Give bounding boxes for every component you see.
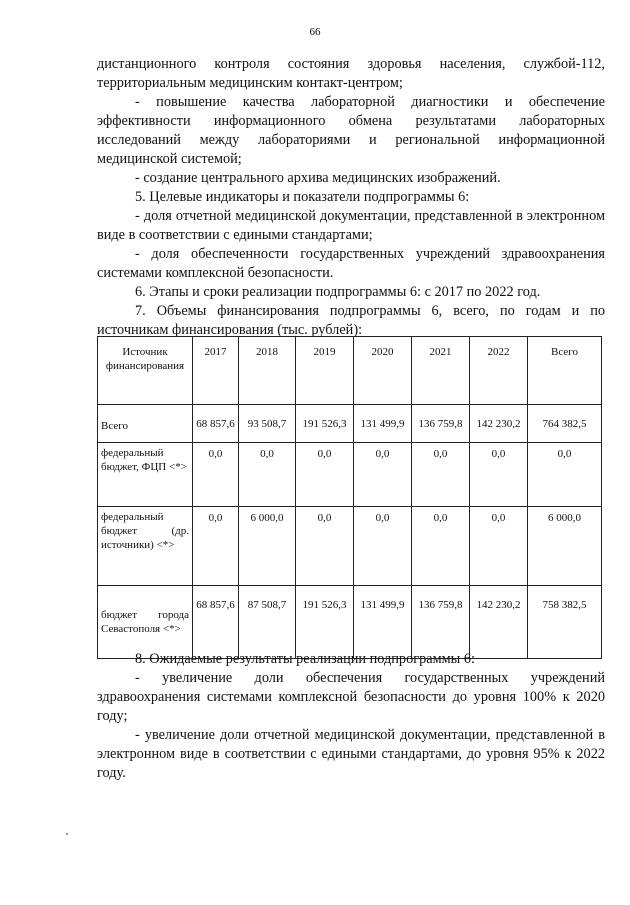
table-row: [98, 586, 602, 659]
table-cell: 142 230,2: [470, 586, 528, 659]
scan-speck: [66, 833, 68, 835]
table-cell: 68 857,6: [193, 405, 239, 443]
table-header-row: [98, 337, 602, 405]
table-header-cell: 2020: [354, 337, 412, 405]
section-heading: 8. Ожидаемые результаты реализации подпрограммы 6:: [135, 651, 475, 667]
table-cell: 0,0: [193, 443, 239, 507]
section-heading: 7. Объемы финансирования подпрограммы 6, всего, по годам и по источникам финансирования (тыс. рублей):: [97, 303, 605, 338]
table-cell: 0,0: [470, 507, 528, 586]
table-row: [98, 443, 602, 507]
table-cell: 6 000,0: [528, 507, 602, 586]
paragraph: - увеличение доли отчетной медицинской документации, представленной в электронном виде в соответствии с едиными стандартами, до уровня 95% к 2022 году.: [97, 727, 605, 781]
paragraph: - доля отчетной медицинской документации, представленной в электронном виде в соответствии с едиными стандартами;: [97, 208, 605, 243]
table-header-cell: 2018: [239, 337, 296, 405]
table-header-cell: Источник финансирования: [98, 337, 193, 405]
table-cell: 0,0: [412, 443, 470, 507]
table-cell: 6 000,0: [239, 507, 296, 586]
table-cell: 87 508,7: [239, 586, 296, 659]
row-label: федеральный бюджет (др. источники) <*>: [98, 507, 193, 586]
table-header-cell: 2021: [412, 337, 470, 405]
table-cell: 142 230,2: [470, 405, 528, 443]
body-text-top: [97, 55, 605, 340]
table-header-cell: 2017: [193, 337, 239, 405]
row-label: бюджет города Севастополя <*>: [98, 586, 193, 659]
table-cell: 191 526,3: [296, 586, 354, 659]
table-cell: 136 759,8: [412, 405, 470, 443]
table-cell: 136 759,8: [412, 586, 470, 659]
table-cell: 758 382,5: [528, 586, 602, 659]
table-header-cell: 2022: [470, 337, 528, 405]
table-cell: 0,0: [528, 443, 602, 507]
table-cell: 764 382,5: [528, 405, 602, 443]
financing-table: [97, 336, 602, 659]
table-cell: 0,0: [412, 507, 470, 586]
table-row: [98, 507, 602, 586]
table-cell: 0,0: [193, 507, 239, 586]
table-cell: 0,0: [354, 443, 412, 507]
paragraph: - доля обеспеченности государственных учреждений здравоохранения системами комплексной безопасности.: [97, 246, 605, 281]
paragraph: - увеличение доли обеспечения государственных учреждений здравоохранения системами комплексной безопасности до уровня 100% к 2020 году;: [97, 670, 605, 724]
table-cell: 131 499,9: [354, 586, 412, 659]
table-cell: 0,0: [296, 443, 354, 507]
body-text-bottom: [97, 650, 605, 783]
row-label: Всего: [98, 405, 193, 443]
table-header-cell: Всего: [528, 337, 602, 405]
page-number: 66: [309, 26, 321, 38]
paragraph: - создание центрального архива медицинских изображений.: [135, 170, 501, 186]
table-cell: 0,0: [239, 443, 296, 507]
table-header-cell: 2019: [296, 337, 354, 405]
paragraph: - повышение качества лабораторной диагностики и обеспечение эффективности информационного обмена результатами лабораторных исследований между лабораториями и региональной информационной медицинской системой;: [97, 94, 605, 167]
table-cell: 68 857,6: [193, 586, 239, 659]
paragraph: дистанционного контроля состояния здоровья населения, службой-112, территориальным медицинским контакт-центром;: [97, 56, 605, 91]
row-label: федеральный бюджет, ФЦП <*>: [98, 443, 193, 507]
table-cell: 131 499,9: [354, 405, 412, 443]
table-cell: 0,0: [296, 507, 354, 586]
section-heading: 6. Этапы и сроки реализации подпрограммы 6: с 2017 по 2022 год.: [135, 284, 541, 300]
table-cell: 0,0: [470, 443, 528, 507]
table-cell: 0,0: [354, 507, 412, 586]
table-cell: 93 508,7: [239, 405, 296, 443]
section-heading: 5. Целевые индикаторы и показатели подпрограммы 6:: [135, 189, 470, 205]
table-cell: 191 526,3: [296, 405, 354, 443]
table-row: [98, 405, 602, 443]
